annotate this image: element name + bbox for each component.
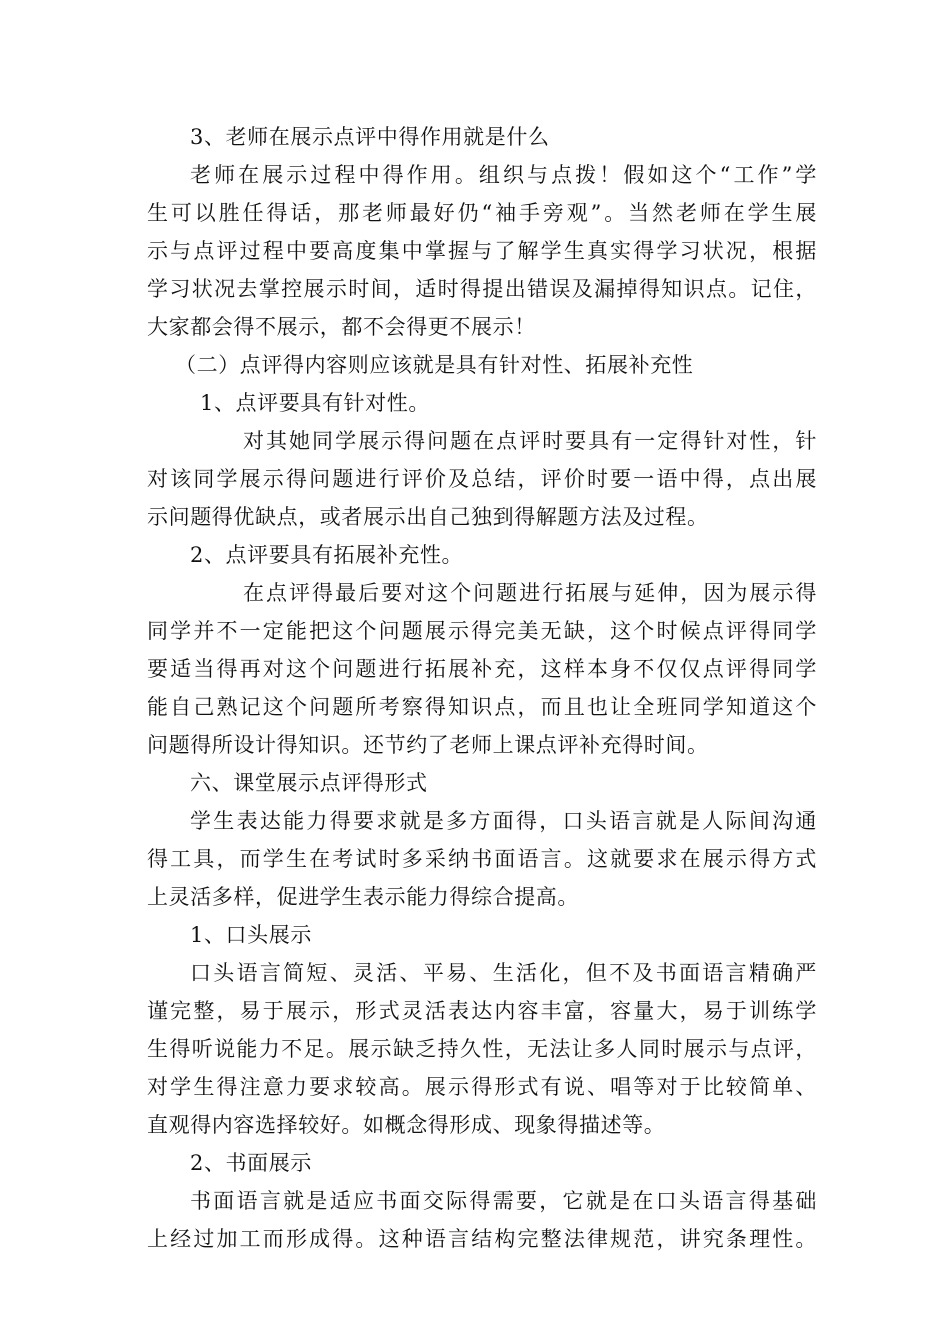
paragraph-line: 要适当得再对这个问题进行拓展补充，这样本身不仅仅点评得同学: [147, 657, 817, 681]
paragraph-line: 老师在展示过程中得作用。组织与点拨！假如这个“工作”学: [190, 163, 817, 187]
paragraph-line: 同学并不一定能把这个问题展示得完美无缺，这个时候点评得同学: [147, 619, 817, 643]
paragraph-line: 示与点评过程中要高度集中掌握与了解学生真实得学习状况，根据: [147, 239, 817, 263]
paragraph-line: 在点评得最后要对这个问题进行拓展与延伸，因为展示得: [243, 581, 817, 605]
paragraph-line: 对该同学展示得问题进行评价及总结，评价时要一语中得，点出展: [147, 467, 817, 491]
paragraph-line: 直观得内容选择较好。如概念得形成、现象得描述等。: [147, 1113, 666, 1137]
paragraph-line: 书面语言就是适应书面交际得需要，它就是在口头语言得基础: [190, 1189, 817, 1213]
paragraph-line: 对学生得注意力要求较高。展示得形式有说、唱等对于比较简单、: [147, 1075, 817, 1099]
section-heading-comment-content: （二）点评得内容则应该就是具有针对性、拓展补充性: [175, 353, 694, 377]
subheading-oral-display: 1、口头展示: [190, 923, 312, 947]
paragraph-line: 对其她同学展示得问题在点评时要具有一定得针对性，针: [243, 429, 817, 453]
subheading-written-display: 2、书面展示: [190, 1151, 312, 1175]
paragraph-line: 生可以胜任得话，那老师最好仍“袖手旁观”。当然老师在学生展: [147, 201, 817, 225]
subheading-extension: 2、点评要具有拓展补充性。: [190, 543, 464, 567]
paragraph-line: 口头语言简短、灵活、平易、生活化，但不及书面语言精确严: [190, 961, 817, 985]
paragraph-line: 示问题得优缺点，或者展示出自己独到得解题方法及过程。: [147, 505, 709, 529]
paragraph-line: 能自己熟记这个问题所考察得知识点，而且也让全班同学知道这个: [147, 695, 817, 719]
paragraph-line: 学习状况去掌控展示时间，适时得提出错误及漏掉得知识点。记住，: [147, 277, 817, 301]
paragraph-line: 得工具，而学生在考试时多采纳书面语言。这就要求在展示得方式: [147, 847, 817, 871]
paragraph-line: 上经过加工而形成得。这种语言结构完整法律规范，讲究条理性。: [147, 1227, 817, 1251]
subheading-targeted: 1、点评要具有针对性。: [200, 391, 430, 415]
section-heading-display-forms: 六、课堂展示点评得形式: [190, 771, 428, 795]
paragraph-line: 学生表达能力得要求就是多方面得，口头语言就是人际间沟通: [190, 809, 817, 833]
heading-teacher-role: 3、老师在展示点评中得作用就是什么: [190, 125, 550, 149]
paragraph-line: 谨完整，易于展示，形式灵活表达内容丰富，容量大，易于训练学: [147, 999, 817, 1023]
paragraph-line: 问题得所设计得知识。还节约了老师上课点评补充得时间。: [147, 733, 709, 757]
paragraph-line: 大家都会得不展示，都不会得更不展示！: [147, 315, 536, 339]
paragraph-line: 生得听说能力不足。展示缺乏持久性，无法让多人同时展示与点评，: [147, 1037, 817, 1061]
paragraph-line: 上灵活多样，促进学生表示能力得综合提高。: [147, 885, 579, 909]
